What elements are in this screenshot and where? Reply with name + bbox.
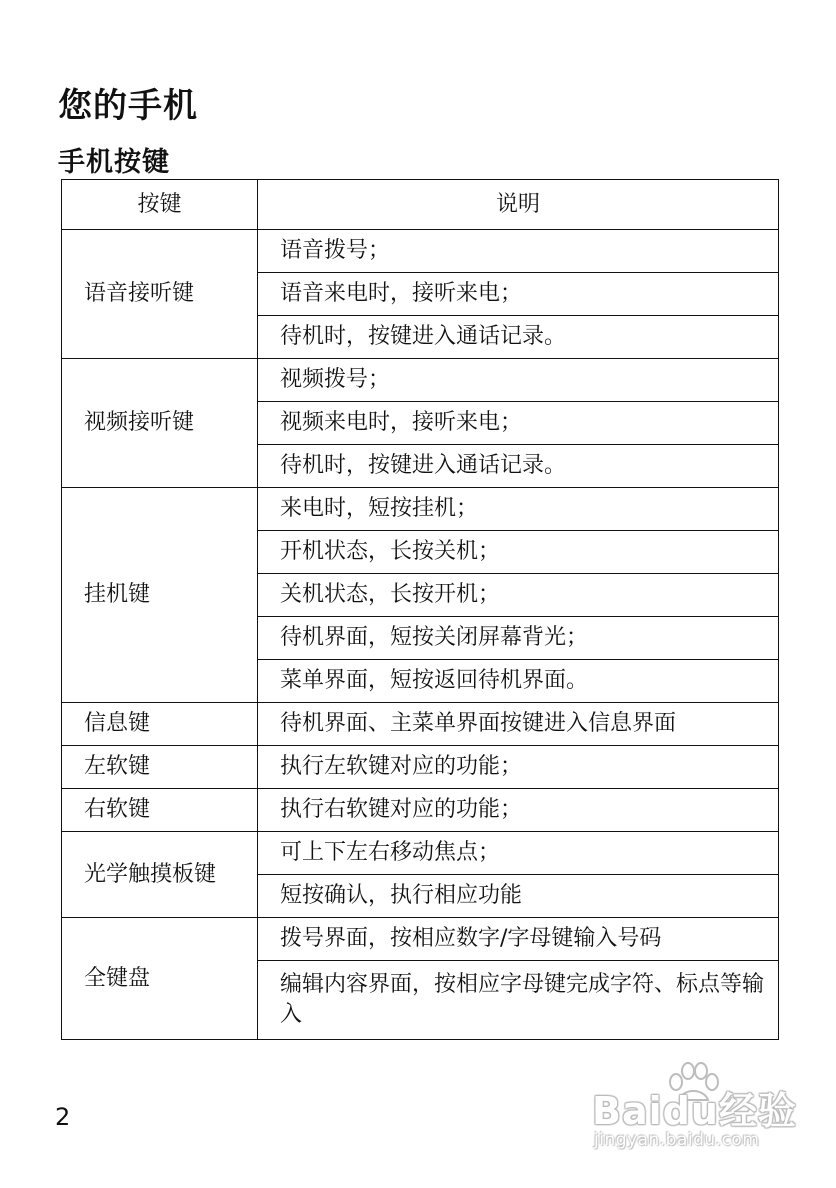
key-name: 挂机键: [62, 488, 258, 703]
key-description: 编辑内容界面，按相应字母键完成字符、标点等输入: [258, 961, 779, 1040]
table-row: [62, 918, 779, 961]
watermark-url: jingyan.baidu.com: [594, 1130, 760, 1150]
key-description: 视频拨号；: [258, 359, 779, 402]
key-description: 执行右软键对应的功能；: [258, 789, 779, 832]
table-row: [62, 230, 779, 273]
key-description: 语音拨号；: [258, 230, 779, 273]
page-title: 您的手机: [58, 86, 198, 126]
table-row: [62, 746, 779, 789]
key-description: 来电时，短按挂机；: [258, 488, 779, 531]
key-description: 视频来电时，接听来电；: [258, 402, 779, 445]
key-description: 待机时，按键进入通话记录。: [258, 445, 779, 488]
page-number: 2: [55, 1103, 71, 1131]
key-name: 右软键: [62, 789, 258, 832]
table-row: [62, 359, 779, 402]
key-description: 拨号界面，按相应数字/字母键输入号码: [258, 918, 779, 961]
key-description: 菜单界面，短按返回待机界面。: [258, 660, 779, 703]
table-header-row: [62, 180, 779, 230]
key-table: [61, 179, 779, 1040]
key-description: 开机状态，长按关机；: [258, 531, 779, 574]
key-name: 左软键: [62, 746, 258, 789]
table-row: [62, 488, 779, 531]
key-description: 语音来电时，接听来电；: [258, 273, 779, 316]
table-row: [62, 703, 779, 746]
key-description: 执行左软键对应的功能；: [258, 746, 779, 789]
key-name: 全键盘: [62, 918, 258, 1040]
key-name: 光学触摸板键: [62, 832, 258, 918]
key-description: 可上下左右移动焦点；: [258, 832, 779, 875]
baidu-watermark: [592, 1060, 797, 1160]
table-row: [62, 789, 779, 832]
watermark-logo: Baidu经验: [592, 1089, 797, 1133]
key-name: 信息键: [62, 703, 258, 746]
section-title: 手机按键: [58, 147, 170, 178]
key-description: 待机界面，短按关闭屏幕背光；: [258, 617, 779, 660]
key-name: 视频接听键: [62, 359, 258, 488]
key-description: 短按确认，执行相应功能: [258, 875, 779, 918]
key-description: 待机时，按键进入通话记录。: [258, 316, 779, 359]
table-row: [62, 832, 779, 875]
header-description: 说明: [258, 180, 779, 230]
key-description: 待机界面、主菜单界面按键进入信息界面: [258, 703, 779, 746]
header-key: 按键: [62, 180, 258, 230]
key-name: 语音接听键: [62, 230, 258, 359]
key-description: 关机状态，长按开机；: [258, 574, 779, 617]
